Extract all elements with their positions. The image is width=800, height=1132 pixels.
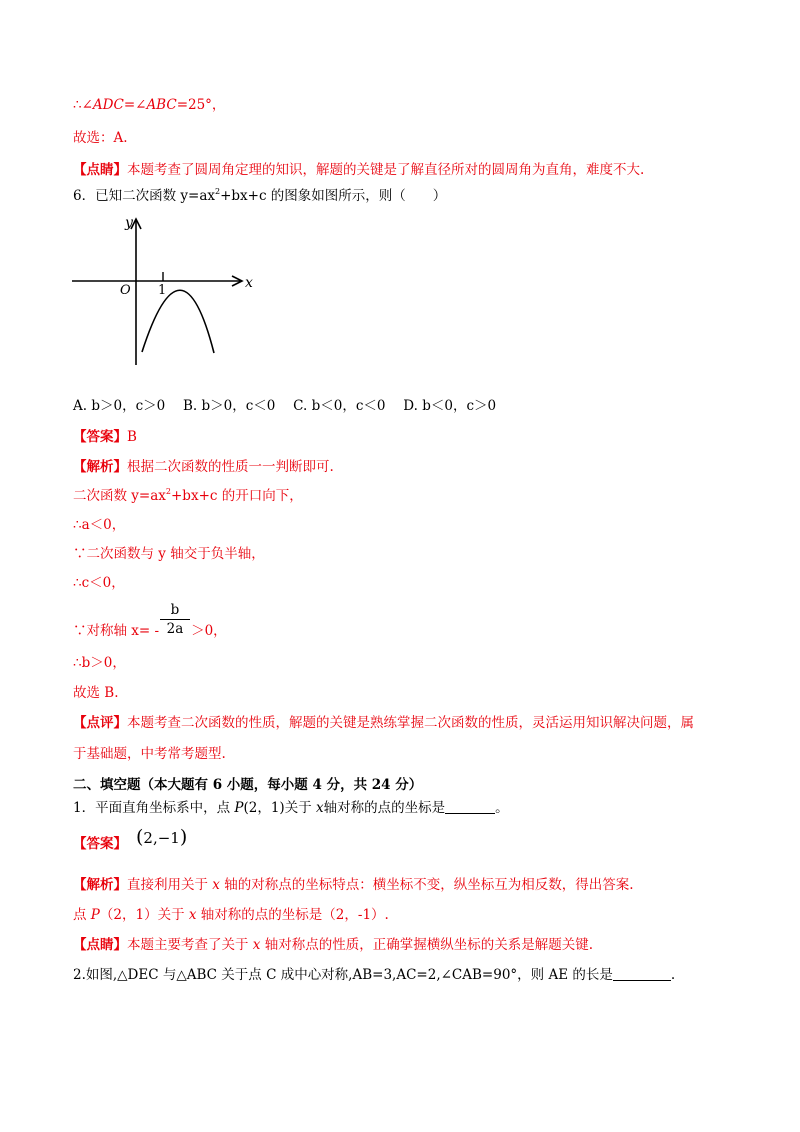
analysis-line-1: 【解析】根据二次函数的性质一一判断即可.: [73, 459, 334, 475]
fill-question-2: 2.如图,△DEC 与△ABC 关于点 C 成中心对称,AB=3,AC=2,∠CAB=90°，则 AE 的长是 .: [73, 967, 676, 983]
answer-6: 【答案】B: [73, 429, 137, 445]
analysis-line-7: ∴b＞0，: [73, 655, 126, 671]
tick-1-label: 1: [158, 283, 167, 298]
analysis-line-5: ∴c＜0，: [73, 575, 125, 591]
answer-blank-1: [445, 800, 495, 814]
parabola-graph: [60, 205, 260, 375]
origin-label: O: [120, 283, 131, 298]
fraction-bar: [160, 619, 190, 620]
parabola-curve: [142, 290, 214, 353]
fraction-numerator: b: [170, 602, 180, 618]
y-axis-label: y: [125, 215, 133, 231]
comment-line-1: 【点睛】本题主要考查了关于 x 轴对称点的性质，正确掌握横纵坐标的关系是解题关键.: [73, 937, 594, 953]
answer-1-value: (2,−1): [136, 826, 188, 848]
x-axis-label: x: [245, 275, 253, 291]
answer-1-tag: 【答案】: [73, 836, 127, 852]
section-2-heading: 二、填空题（本大题有 6 小题，每小题 4 分，共 24 分）: [73, 777, 423, 793]
analysis-line-6: ∵对称轴 x= - ＞0，: [73, 623, 227, 639]
fraction-denominator: 2a: [166, 621, 184, 637]
analysis-line-2: 二次函数 $y=ax^2+bx+c$ 的开口向下，: [73, 487, 303, 504]
analysis-line-8: 故选 B.: [73, 685, 119, 701]
analysis-line-9: 【解析】直接利用关于 x 轴的对称点的坐标特点：横坐标不变，纵坐标互为相反数，得出答案.: [73, 877, 634, 893]
answer-blank-2: [613, 967, 671, 981]
answer-options: A. b＞0，c＞0 B. b＞0，c＜0 C. b＜0，c＜0 D. b＜0，c＞0: [73, 398, 497, 414]
analysis-line-4: ∵二次函数与 y 轴交于负半轴，: [73, 546, 265, 562]
analysis-line-3: ∴a＜0，: [73, 517, 126, 533]
review-line-2: 于基础题，中考常考题型.: [73, 746, 226, 762]
fill-question-1: 1．平面直角坐标系中，点 P(2，1)关于 x轴对称的点的坐标是 。: [73, 800, 509, 816]
comment-line-5: 【点睛】本题考查了圆周角定理的知识，解题的关键是了解直径所对的圆周角为直角，难度不大.: [73, 162, 645, 178]
analysis-line-10: 点 P（2，1）关于 x 轴对称的点的坐标是（2，-1）.: [73, 907, 389, 923]
question-6: 6．已知二次函数 $y=ax^2+bx+c$ 的图象如图所示，则（ ）: [73, 187, 447, 204]
conclusion-line: ∴∠ADC=∠ABC=25°，: [73, 97, 226, 113]
choice-line: 故选：A.: [73, 130, 128, 146]
review-line-1: 【点评】本题考查二次函数的性质，解题的关键是熟练掌握二次函数的性质，灵活运用知识解决问题，属: [73, 715, 694, 731]
fraction-b-over-2a: [160, 602, 190, 637]
